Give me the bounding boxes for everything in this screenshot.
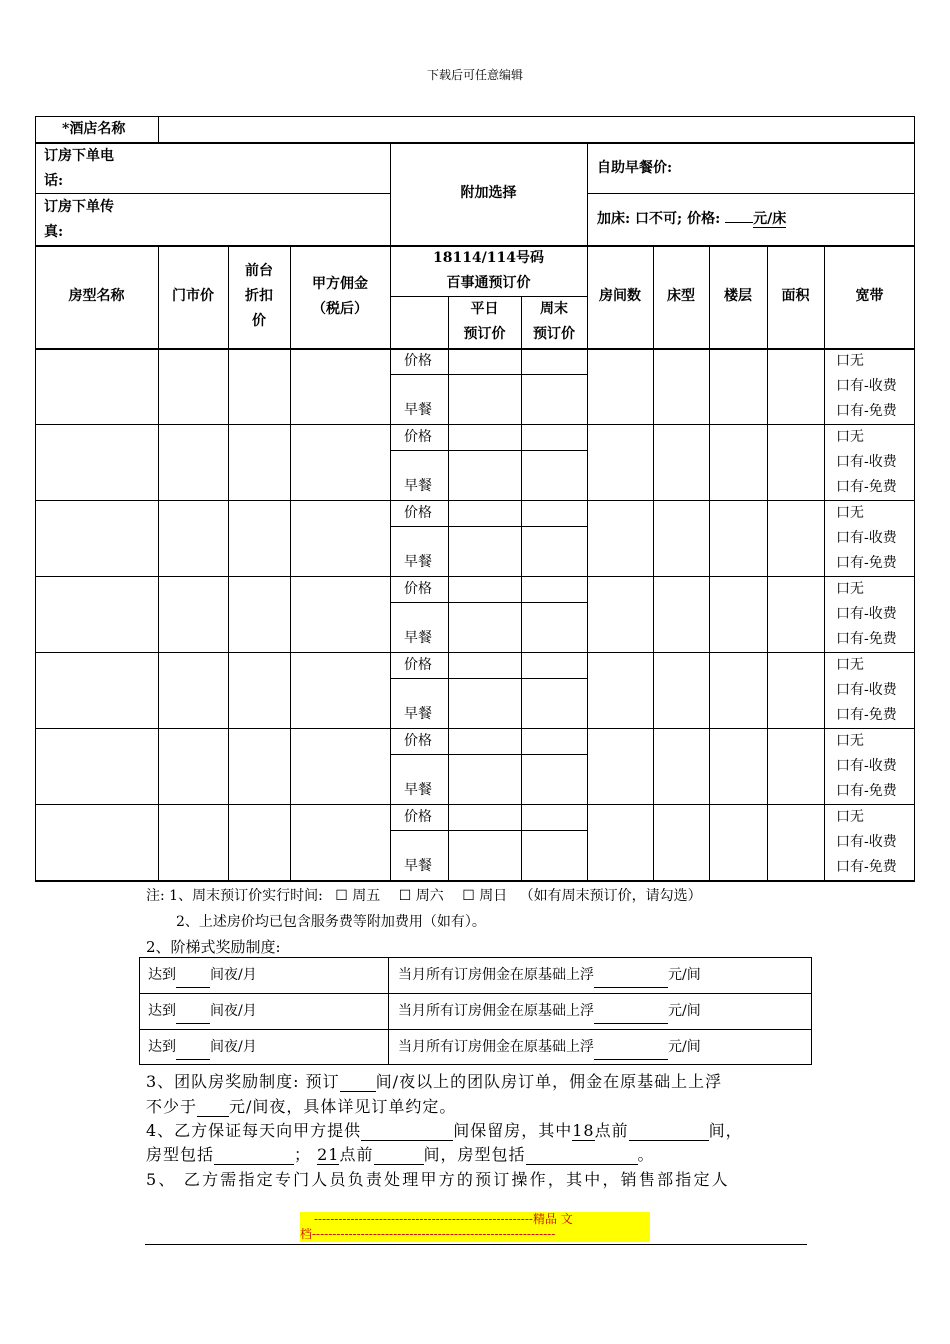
col-rack-rate: 门市价: [172, 288, 214, 304]
broadband-option[interactable]: 口无: [836, 809, 864, 825]
extra-bed-label: 加床: 口不可; 价格: 元/床: [597, 207, 786, 232]
row-breakfast-label: 早餐: [404, 782, 432, 798]
tier-threshold: 达到 间夜/月: [148, 1035, 257, 1060]
broadband-option[interactable]: 口有-收费: [836, 530, 897, 546]
row-price-label: 价格: [404, 581, 432, 597]
col-area: 面积: [781, 288, 810, 304]
row-price-label: 价格: [404, 809, 432, 825]
note-weekend: 注: 1、周末预订价实行时间: ☐ 周五 ☐ 周六 ☐ 周日 （如有周末预订价，请勾选）: [146, 888, 702, 904]
broadband-option[interactable]: 口有-免费: [836, 859, 897, 875]
col-rooms: 房间数: [599, 288, 641, 304]
fax-label: 订房下单传: [44, 199, 114, 215]
checkbox-saturday[interactable]: ☐ 周六: [398, 888, 444, 904]
broadband-option[interactable]: 口无: [836, 733, 864, 749]
row-price-label: 价格: [404, 353, 432, 369]
broadband-option[interactable]: 口有-收费: [836, 682, 897, 698]
row-price-label: 价格: [404, 429, 432, 445]
broadband-option[interactable]: 口有-收费: [836, 834, 897, 850]
col-weekend: 周末: [540, 301, 568, 317]
breakfast-price-label: 自助早餐价:: [597, 160, 673, 176]
footer-watermark: ------------------------------------------------------精品 文 档------------------------------------------------------------: [300, 1212, 650, 1242]
section4-line2: 房型包括 ； 21点前 间，房型包括 。: [146, 1145, 655, 1164]
fax-label-2: 真:: [44, 224, 64, 240]
phone-label: 订房下单电: [44, 148, 114, 164]
row-breakfast-label: 早餐: [404, 554, 432, 570]
row-breakfast-label: 早餐: [404, 858, 432, 874]
broadband-option[interactable]: 口有-免费: [836, 403, 897, 419]
section2-title: 2、阶梯式奖励制度:: [146, 938, 281, 956]
col-broadband: 宽带: [855, 288, 884, 304]
row-breakfast-label: 早餐: [404, 402, 432, 418]
tier-threshold: 达到 间夜/月: [148, 963, 257, 988]
tier-reward: 当月所有订房佣金在原基础上浮 元/间: [398, 1035, 701, 1060]
hotel-name-label: *酒店名称: [62, 121, 126, 137]
broadband-option[interactable]: 口有-免费: [836, 631, 897, 647]
row-breakfast-label: 早餐: [404, 630, 432, 646]
broadband-option[interactable]: 口有-免费: [836, 707, 897, 723]
broadband-option[interactable]: 口有-收费: [836, 758, 897, 774]
broadband-option[interactable]: 口有-收费: [836, 378, 897, 394]
row-price-label: 价格: [404, 733, 432, 749]
note-fees: 2、上述房价均已包含服务费等附加费用（如有）。: [176, 914, 486, 930]
tier-reward: 当月所有订房佣金在原基础上浮 元/间: [398, 999, 701, 1024]
tier-threshold: 达到 间夜/月: [148, 999, 257, 1024]
section4-line1: 4、乙方保证每天向甲方提供 间保留房，其中18点前 间，: [146, 1121, 743, 1140]
broadband-option[interactable]: 口无: [836, 353, 864, 369]
broadband-option[interactable]: 口无: [836, 657, 864, 673]
section3-line1: 3、团队房奖励制度: 预订 间/夜以上的团队房订单，佣金在原基础上上浮: [146, 1072, 723, 1091]
row-price-label: 价格: [404, 657, 432, 673]
extra-options-label: 附加选择: [460, 185, 517, 201]
broadband-option[interactable]: 口有-免费: [836, 479, 897, 495]
col-floor: 楼层: [724, 288, 752, 304]
col-booking-price: 18114/114号码: [432, 250, 545, 266]
row-price-label: 价格: [404, 505, 432, 521]
col-bed: 床型: [667, 288, 695, 304]
broadband-option[interactable]: 口有-免费: [836, 555, 897, 571]
section5-line: 5、 乙方需指定专门人员负责处理甲方的预订操作，其中，销售部指定人: [146, 1170, 730, 1189]
broadband-option[interactable]: 口无: [836, 429, 864, 445]
broadband-option[interactable]: 口有-收费: [836, 606, 897, 622]
page-header: 下载后可任意编辑: [426, 68, 523, 82]
checkbox-sunday[interactable]: ☐ 周日: [462, 888, 508, 904]
row-breakfast-label: 早餐: [404, 478, 432, 494]
checkbox-friday[interactable]: ☐ 周五: [335, 888, 381, 904]
section3-line2: 不少于 元/间夜，具体详见订单约定。: [146, 1097, 457, 1116]
col-room-type: 房型名称: [68, 288, 125, 304]
col-commission: 甲方佣金: [312, 276, 368, 292]
col-weekday: 平日: [470, 301, 499, 317]
row-breakfast-label: 早餐: [404, 706, 432, 722]
tier-reward: 当月所有订房佣金在原基础上浮 元/间: [398, 963, 701, 988]
broadband-option[interactable]: 口无: [836, 505, 864, 521]
broadband-option[interactable]: 口无: [836, 581, 864, 597]
broadband-option[interactable]: 口有-免费: [836, 783, 897, 799]
col-front-desk: 前台: [245, 263, 273, 279]
footer-rule: [145, 1244, 807, 1245]
phone-label-2: 话:: [44, 173, 64, 189]
broadband-option[interactable]: 口有-收费: [836, 454, 897, 470]
